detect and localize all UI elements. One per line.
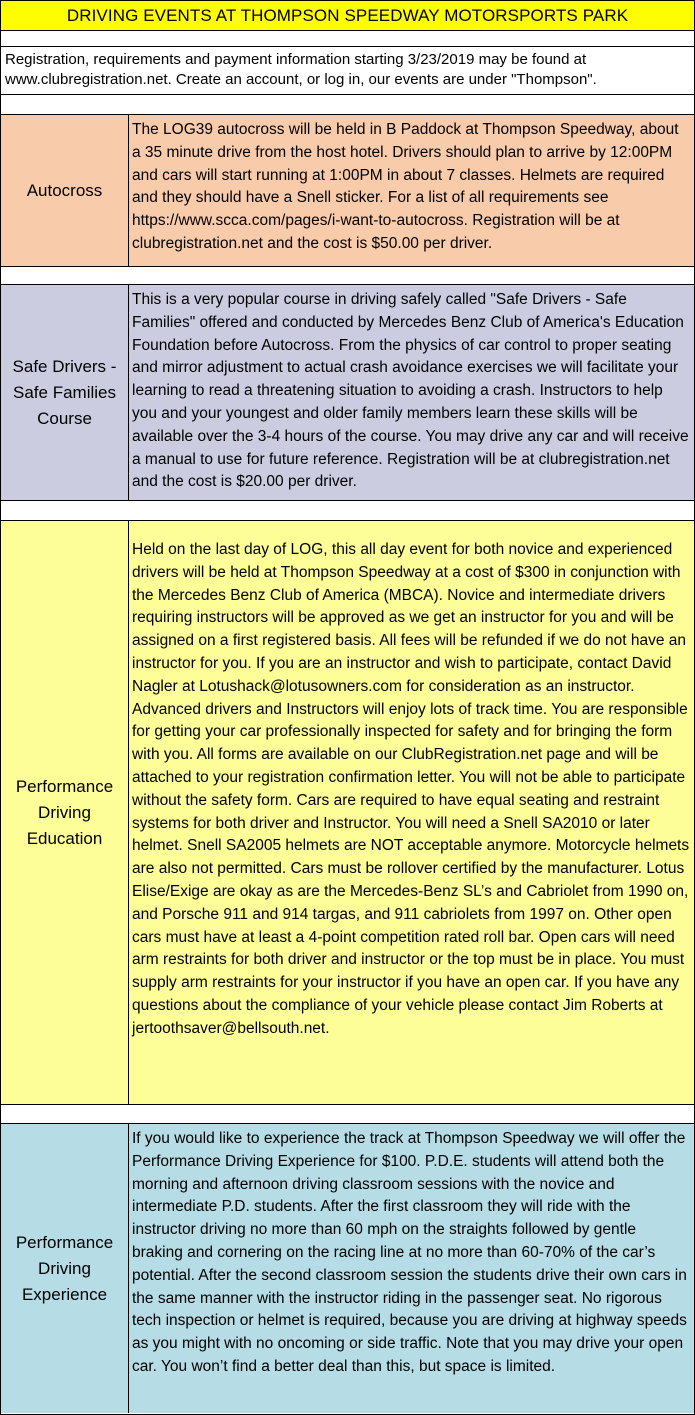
section-text: If you would like to experience the track at Thompson Speedway we will offer the Performance Driving Experience for $100. P.D.E. students will attend both the morning and afternoon driving classroom sessions with the novice and intermediate P.D. students. After the first classroom they will ride with the instructor driving no more than 60 mph on the straights followed by gentle braking and cornering on the racing line at no more than 60-70% of the car’s potential. After the second classroom session the students drive their own cars in the same manner with the instructor riding in the passenger seat. No rigorous tech inspection or helmet is required, because you are driving at highway speeds as you might with no oncoming or side traffic. Note that you may drive your open car. You won’t find a better deal than this, but space is limited. [132, 1130, 687, 1375]
section-text: The LOG39 autocross will be held in B Paddock at Thompson Speedway, about a 35 minute drive from the host hotel. Drivers should plan to arrive by 12:00PM and cars will start running at 1:00PM in about 7 classes. Helmets are required and they should have a Snell sticker. For a list of all requirements see https://www.scca.com/pages/i-want-to-autocross. Registration will be at clubregistration.net and the cost is $50.00 per driver. [132, 121, 679, 252]
section-performance-driving-education [1, 521, 694, 1105]
spacer-row [1, 31, 694, 47]
section-label: Safe Drivers - Safe Families Course [1, 285, 129, 500]
section-autocross [1, 115, 694, 267]
section-label: Performance Driving Experience [1, 1124, 129, 1413]
spacer-row [1, 267, 694, 285]
section-label: Autocross [1, 115, 129, 266]
section-safe-drivers [1, 285, 694, 501]
spacer-row [1, 95, 694, 115]
section-performance-driving-experience [1, 1124, 694, 1413]
page-title: DRIVING EVENTS AT THOMPSON SPEEDWAY MOTORSPORTS PARK [1, 1, 694, 31]
section-label: Performance Driving Education [1, 521, 129, 1104]
intro-text: Registration, requirements and payment information starting 3/23/2019 may be found at www.clubregistration.net. Create an account, or log in, our events are under "Thompson". [1, 47, 694, 95]
spacer-row [1, 501, 694, 521]
spacer-row [1, 1105, 694, 1124]
section-text: This is a very popular course in driving safely called "Safe Drivers - Safe Families" offered and conducted by Mercedes Benz Club of America's Education Foundation before Autocross. From the physics of car control to proper seating and mirror adjustment to actual crash avoidance exercises we will facilitate your learning to read a threatening situation to avoiding a crash. Instructors to help you and your youngest and older family members learn these skills will be available over the 3-4 hours of the course. You may drive any car and will receive a manual to use for future reference. Registration will be at clubregistration.net and the cost is $20.00 per driver. [132, 291, 689, 491]
section-text: Held on the last day of LOG, this all day event for both novice and experienced drivers will be held at Thompson Speedway at a cost of $300 in conjunction with the Mercedes Benz Club of America (MBCA). Novice and intermediate drivers requiring instructors will be approved as we get an instructor for you and will be assigned on a first registered basis. All fees will be refunded if we do not have an instructor for you. If you are an instructor and wish to participate, contact David Nagler at Lotushack@lotusowners.com for consideration as an instructor. Advanced drivers and Instructors will enjoy lots of track time. You are responsible for getting your car professionally inspected for safety and for bringing the form with you. All forms are available on our ClubRegistration.net page and will be attached to your registration confirmation letter. You will not be able to participate without the safety form. Cars are required to have equal seating and restraint systems for both driver and Instructor. You will need a Snell SA2010 or later helmet. Snell SA2005 helmets are NOT acceptable anymore. Motorcycle helmets are also not permitted. Cars must be rollover certified by the manufacturer. Lotus Elise/Exige are okay as are the Mercedes-Benz SL’s and Cabriolet from 1990 on, and Porsche 911 and 914 targas, and 911 cabriolets from 1997 on. Other open cars must have at least a 4-point competition rated roll bar. Open cars will need arm restraints for both driver and instructor or the top must be in place. You must supply arm restraints for your instructor if you have an open car. If you have any questions about the compliance of your vehicle please contact Jim Roberts at jertoothsaver@bellsouth.net. [132, 541, 690, 1037]
